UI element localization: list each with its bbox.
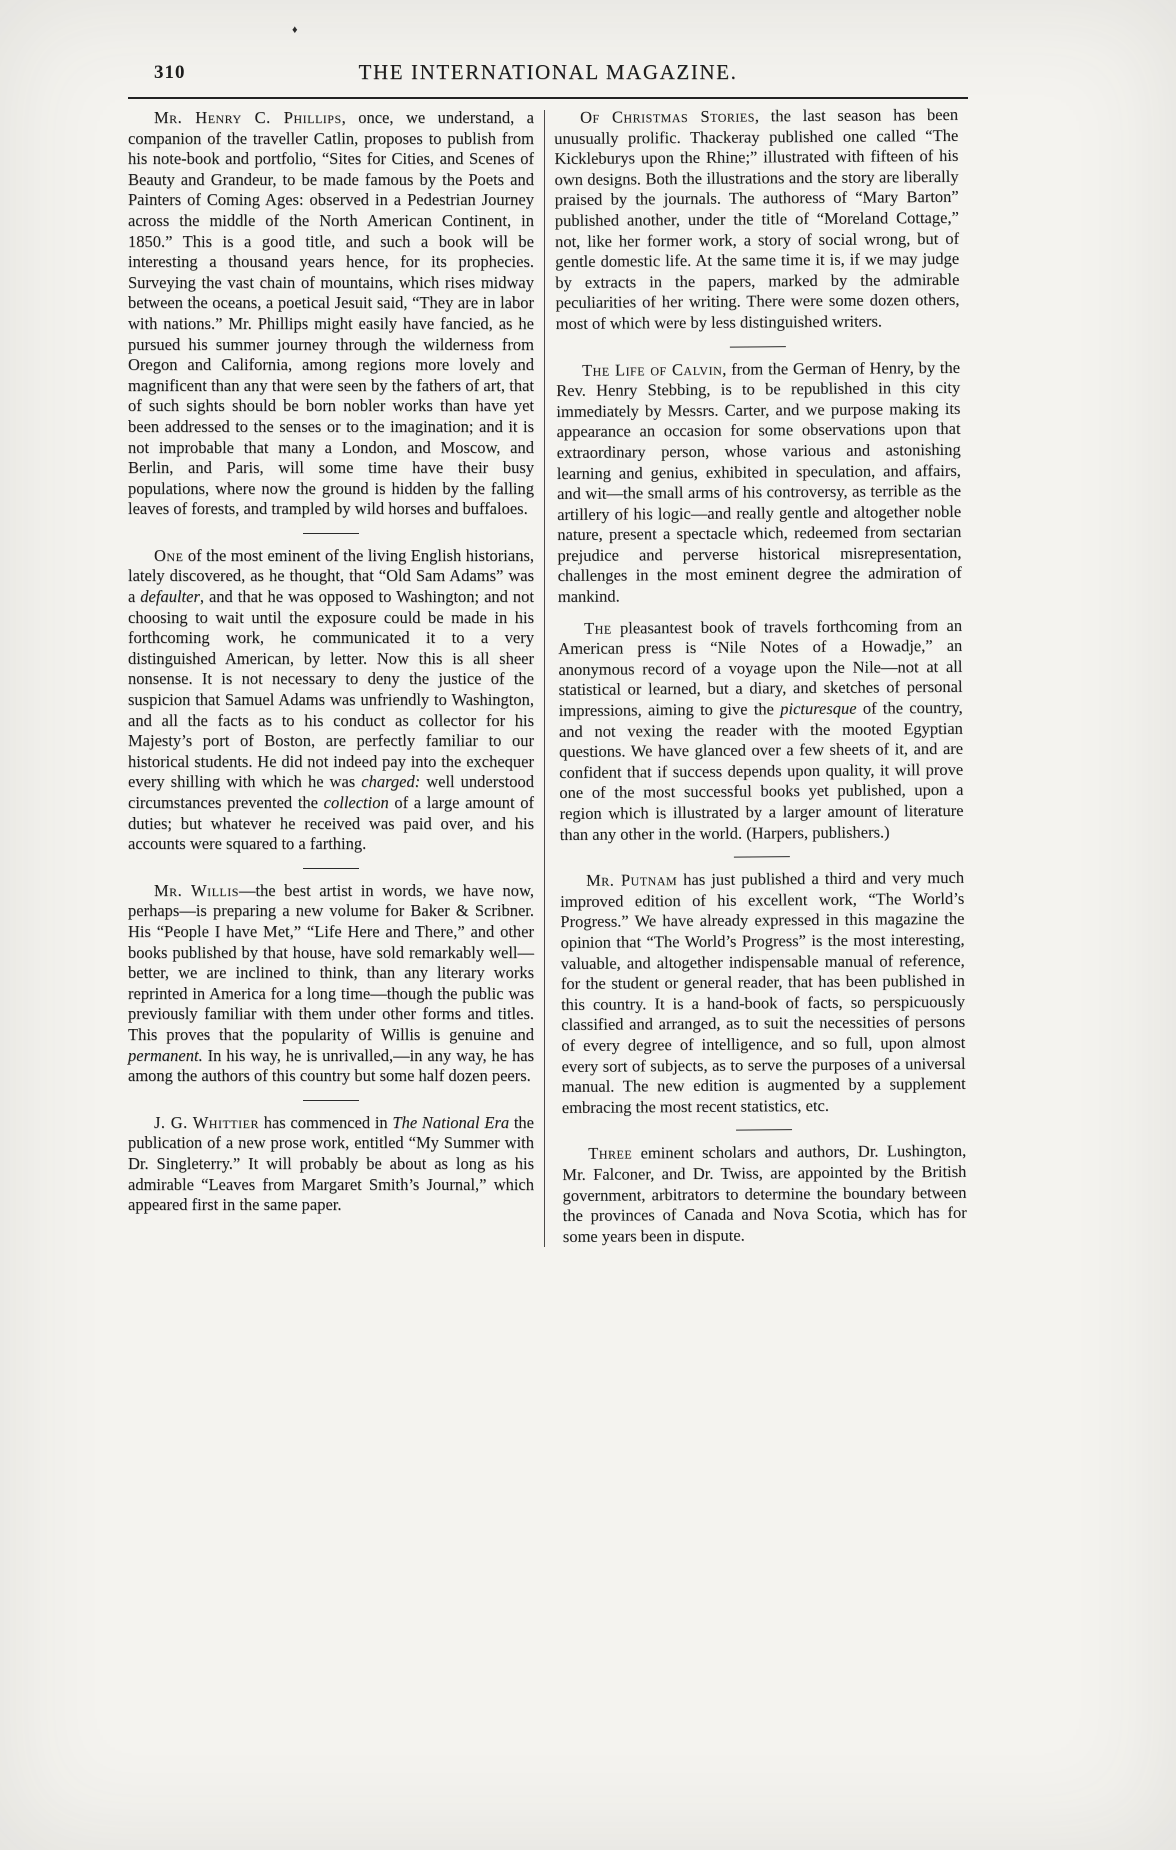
body-text: of the country, and not vexing the reader with the mooted Egyptian questions. We have glanced over a few sheets of it, and are confident that if success depends upon quality, it will prove one of the most successful books yet published, upon a region which is illustrated by a larger amount of literature than any other in the world. (Harpers, publishers.): [559, 697, 964, 844]
paragraph: [556, 357, 962, 607]
paragraph-lead: Mr. Willis: [154, 880, 239, 900]
left-column: [128, 108, 534, 1247]
paragraph-lead: Mr. Putnam: [586, 870, 678, 890]
paragraph: [554, 105, 960, 335]
ink-mark: ♦: [292, 24, 298, 36]
body-text: the publication of a new prose work, entitled “My Summer with Dr. Singleterry.” It will probably be about as long as his admirable “Leaves from Margaret Smith’s Journal,” which appeared first in the same paper.: [128, 1112, 534, 1215]
body-text: well understood circumstances prevented the: [128, 772, 535, 812]
section-divider: [730, 346, 786, 347]
columns: [128, 104, 968, 1247]
paragraph: [560, 868, 966, 1118]
right-column: [554, 105, 967, 1247]
body-text: has commenced in: [258, 1112, 393, 1132]
section-divider: [734, 856, 790, 857]
magazine-title: THE INTERNATIONAL MAGAZINE.: [358, 60, 738, 84]
body-text: , once, we understand, a companion of the traveller Catlin, proposes to publish from his note-book and portfolio, “Sites for Cities, and Scenes of Beauty and Grandeur, to be made famous by the Poets and Painters of Coming Ages: observed in a Pedestrian Journey across the middle of the North American Continent, in 1850.” This is a good title, and such a book will be interesting a thousand years hence, for its prophecies. Surveying the vast chain of mountains, which rises midway between the oceans, a poetical Jesuit said, “They are in labor with nations.” Mr. Phillips might easily have fancied, as he pursued his summer journey through the wilderness from Oregon and California, among regions more lovely and magnificent than any that were seen by the fathers of art, that of such sights should be born nobler works than have yet been addressed to the senses or to the imagination; and it is not improbable that many a London, and Moscow, and Berlin, and Paris, will some time have their busy populations, where now the ground is hidden by the falling leaves of forests, and trampled by wild horses and buffaloes.: [128, 108, 534, 519]
paragraph: [558, 615, 964, 845]
paragraph-lead: The Life of Calvin: [582, 359, 723, 380]
body-text: of the most eminent of the living English historians, lately discovered, as he thought, that “Old Sam Adams” was a: [128, 545, 534, 607]
paragraph: [563, 1141, 968, 1247]
section-divider: [303, 868, 359, 869]
italic-text: defaulter: [140, 587, 200, 607]
header-rule: [128, 97, 968, 99]
body-text: , from the German of Henry, by the Rev. Henry Stebbing, is to be republished in this city immediately by Messrs. Carter, and we purpose making its appearance an occasion for some observations upon that extraordinary person, whose various and astonishing learning and genius, exhibited in speculation, and affairs, and wit—the small arms of his controversy, as terrible as the artillery of his logic—and really gentle and altogether noble nature, present a spectacle which, redeemed from sectarian prejudice and perverse historical misrepresentation, challenges in the most eminent degree the admiration of mankind.: [556, 357, 963, 607]
section-divider: [303, 533, 359, 534]
body-text: has just published a third and very much improved edition of his excellent work, “The World’s Progress.” We have already expressed in this magazine the opinion that “The World’s Progress” is the most interesting, valuable, and altogether indispensable manual of reference, for the student or general reader, that has been published in this country. It is a hand-book of facts, so perspicuously classified and arranged, as to suit the necessities of persons of every degree of intelligence, and so full, upon almost every sort of subjects, as to serve the purposes of a universal manual. The new edition is augmented by a supplement embracing the most recent statistics, etc.: [560, 867, 967, 1117]
paragraph-lead: Three: [588, 1143, 633, 1164]
italic-text: The National Era: [392, 1112, 510, 1132]
section-divider: [303, 1100, 359, 1101]
paragraph: [128, 546, 534, 855]
body-text: , and that he was opposed to Washington; and not choosing to wait until the exposure could be made in his forthcoming work, he communicated it to a very distinguished American, by letter. Now this is all sheer nonsense. It is not necessary to deny the justice of the suspicion that Samuel Adams was unfriendly to Washington, and all the facts as to his conduct as collector for his Majesty’s port of Boston, are perfectly familiar to our historical students. He did not indeed pay into the exchequer every shilling with which he was: [128, 587, 534, 792]
italic-text: picturesque: [780, 698, 858, 719]
section-divider: [736, 1129, 792, 1130]
page-content: [128, 50, 968, 1247]
column-divider-rule: [544, 110, 545, 1247]
italic-text: charged:: [361, 772, 421, 792]
page-header: [128, 50, 968, 94]
paragraph: [128, 1113, 534, 1216]
paragraph-lead: Mr. Henry C. Phillips: [154, 108, 342, 127]
paragraph-lead: Of Christmas Stories: [580, 106, 756, 127]
paragraph: [128, 881, 534, 1087]
paragraph-lead: J. G. Whittier: [154, 1112, 259, 1132]
body-text: , the last season has been unusually prolific. Thackeray published one called “The Kickleburys upon the Rhine;” illustrated with fifteen of his own designs. Both the illustrations and the story are liberally praised by the journals. The authoress of “Mary Barton” published another, under the title of “Moreland Cottage,” not, like her former work, a story of social wrong, but of gentle domestic life. At the same time it is, if we may judge by extracts in the papers, marked by the admirable peculiarities of her writing. There were some dozen others, most of which were by less distinguished writers.: [554, 104, 960, 333]
body-text: —the best artist in words, we have now, perhaps—is preparing a new volume for Baker & Scribner. His “People I have Met,” “Life Here and There,” and other books published by that house, have sold remarkably well—better, we are inclined to think, than any literary works reprinted in America for a long time—though the public was previously familiar with them under other forms and titles. This proves that the popularity of Willis is genuine and: [128, 880, 535, 1044]
body-text: of a large amount of duties; but whatever he received was paid over, and his accounts were squared to a farthing.: [128, 793, 535, 854]
paragraph-lead: One: [154, 545, 184, 565]
body-text: In his way, he is unrivalled,—in any way, he has among the authors of this country but some half dozen peers.: [128, 1045, 534, 1086]
italic-text: permanent.: [128, 1045, 203, 1065]
italic-text: collection: [323, 793, 389, 812]
body-text: pleasantest book of travels forthcoming from an American press is “Nile Notes of a Howadje,” an anonymous record of a voyage upon the Nile—not at all statistical or learned, but a diary, and sketches of personal impressions, aiming to give the: [558, 615, 964, 721]
body-text: eminent scholars and authors, Dr. Lushington, Mr. Falconer, and Dr. Twiss, are appointed by the British government, arbitrators to determine the boundary between the provinces of Canada and Nova Scotia, which has for some years been in dispute.: [562, 1141, 968, 1246]
paragraph-lead: The: [584, 618, 613, 638]
page-number: 310: [154, 62, 186, 83]
paragraph: [128, 108, 534, 520]
